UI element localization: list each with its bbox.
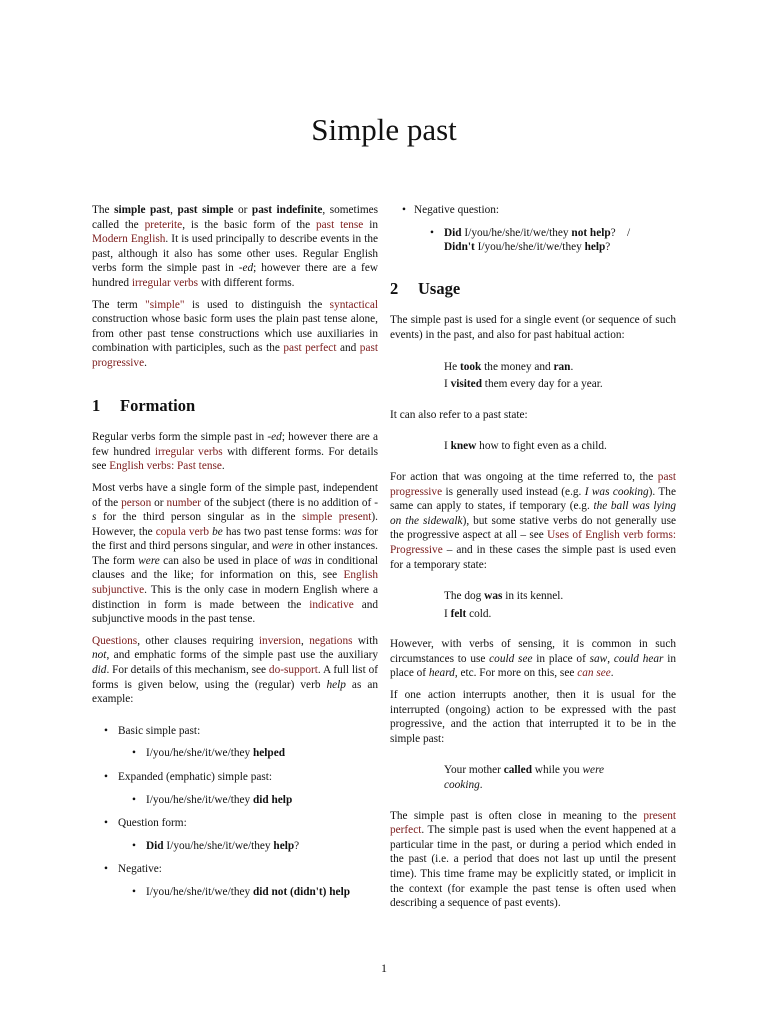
text: cold. <box>466 607 492 620</box>
italic-text: not <box>92 649 107 662</box>
link-past-tense[interactable]: past tense <box>316 218 364 231</box>
text: . It is used principally to describe events in the past, although it also has some other uses. Regular English verbs form the simple past in - <box>92 233 378 275</box>
list-item: • Expanded (emphatic) simple past: <box>92 770 378 785</box>
text: . For details of this mechanism, see <box>106 664 269 677</box>
link-indicative[interactable]: indicative <box>309 598 354 611</box>
italic-text: help <box>326 678 346 691</box>
list-item <box>92 839 378 854</box>
list-item: • Negative: <box>92 862 378 877</box>
section-heading-usage <box>390 278 676 298</box>
text: , <box>170 204 178 216</box>
link-past-progressive[interactable]: past progressive <box>92 342 378 369</box>
pronouns: I/you/he/she/it/we/they <box>474 241 585 254</box>
example-line <box>444 439 676 454</box>
italic-text: was <box>344 525 362 538</box>
text: or <box>151 496 167 509</box>
italic-text: ed <box>242 262 254 275</box>
link-simple[interactable]: "simple" <box>145 298 185 311</box>
text: . <box>570 360 574 373</box>
aux-verb: Didn't <box>444 241 475 254</box>
text: for the first and third persons singular, and <box>92 525 379 553</box>
usage-paragraph-1: The simple past is used for a single event (or sequence of such events) in the past, and also for past habitual action: <box>390 314 676 341</box>
link-questions[interactable]: Questions <box>92 634 138 647</box>
link-can-see[interactable]: can see <box>577 667 611 680</box>
link-past-perfect[interactable]: past perfect <box>283 342 337 355</box>
italic-text: heard <box>428 667 455 680</box>
text: , etc. For more on this, see <box>454 667 578 680</box>
text: Regular verbs form the simple past in - <box>92 431 272 444</box>
italic-text: did <box>92 664 107 677</box>
text: , sometimes called the <box>92 204 379 231</box>
link-person[interactable]: person <box>121 496 152 509</box>
pronouns: I/you/he/she/it/we/they <box>146 885 253 898</box>
link-modern-english[interactable]: Modern English <box>92 233 166 246</box>
italic-text: s <box>92 511 97 524</box>
link-uses-of-english-verb-forms[interactable]: Uses of English verb forms: Progressive <box>390 529 676 556</box>
text: with different forms. For details see <box>92 445 378 473</box>
italic-text: could hear <box>613 652 664 665</box>
verb-form: help <box>584 241 606 254</box>
example-block <box>390 763 676 792</box>
text: the money and <box>481 360 554 373</box>
text: However, with verbs of sensing, it is common in such circumstances to use <box>390 638 676 665</box>
link-irregular-verbs[interactable]: irregular verbs <box>154 445 223 458</box>
text: ). The same can apply to states, if temporary (e.g. <box>390 485 676 513</box>
text: in its kennel. <box>502 590 564 603</box>
link-inversion[interactable]: inversion <box>258 634 301 647</box>
example-block <box>390 589 676 621</box>
text: The <box>92 204 115 216</box>
example-line <box>444 589 676 604</box>
formation-paragraph-1 <box>92 430 378 474</box>
section-title: Usage <box>418 278 461 298</box>
usage-paragraph-5: If one action interrupts another, then it is usual for the interrupted (ongoing) action to be expressed with the past progressive, and the action that interrupted it to be in the simple past: <box>390 689 676 745</box>
list-item: • Question form: <box>92 816 378 831</box>
verb-form: was <box>484 590 503 603</box>
list-item <box>390 226 676 255</box>
pronouns: I/you/he/she/it/we/they <box>146 793 253 806</box>
example-line <box>444 607 676 622</box>
text: . The simple past is used when the event happened at a particular time in the past, or during a period which ended in the past (i.e. a period that does not last up until the present time). This time frame may be explicitly stated, or implicit in the context (for example the past tense is often used when describing a sequence of past events). <box>390 824 676 910</box>
text: ), but some stative verbs do not generally use the progressive aspect at all – see <box>390 514 676 542</box>
text: Most verbs have a single form of the simple past, independent of the <box>92 481 378 509</box>
term-simple-past: simple past <box>114 204 171 216</box>
text: . <box>221 460 225 473</box>
usage-paragraph-2: It can also refer to a past state: <box>390 408 528 421</box>
intro-paragraph <box>92 203 378 291</box>
separator: ? / <box>610 226 631 239</box>
text: or <box>233 204 252 216</box>
example-block <box>390 360 676 392</box>
usage-paragraph-3 <box>390 470 676 572</box>
formation-paragraph-3 <box>92 634 378 707</box>
text: for the third person singular as in the <box>96 511 303 524</box>
right-column <box>390 203 676 918</box>
text: , other clauses requiring <box>137 634 259 647</box>
text: construction whose basic form uses the plain past tense alone, from other past tense constructions which use auxiliaries in combination with participles, such as the <box>92 313 378 355</box>
italic-text: the ball was lying on the sidewalk <box>390 500 676 527</box>
example-line <box>444 360 676 375</box>
verb-form: called <box>503 764 532 777</box>
pronouns: I/you/he/she/it/we/they <box>163 839 274 852</box>
italic-text: be <box>212 525 223 538</box>
pronouns: I/you/he/she/it/we/they <box>146 747 253 760</box>
list-item <box>92 885 378 900</box>
italic-text: was <box>294 554 312 567</box>
usage-paragraph-4 <box>390 637 676 681</box>
list-item: • Basic simple past: <box>92 724 378 739</box>
verb-form: ran <box>553 360 571 373</box>
text: He <box>444 360 460 373</box>
text: in conditional clauses and the like; for information on this, see <box>92 554 378 582</box>
text: The simple past is often close in meaning to the <box>390 809 644 822</box>
text: and <box>336 342 360 355</box>
verb-form: took <box>460 360 482 373</box>
link-english-verbs-past-tense[interactable]: English verbs: Past tense <box>109 460 222 473</box>
text: as an example: <box>92 678 378 706</box>
text: can also be used in place of <box>159 554 295 567</box>
text: ). However, the <box>92 511 378 538</box>
italic-text: were <box>271 540 294 553</box>
text: ? <box>605 241 611 254</box>
term-past-indefinite: past indefinite <box>251 204 323 216</box>
term-past-simple: past simple <box>177 204 234 216</box>
intro-paragraph-2 <box>92 298 378 371</box>
italic-text: were <box>138 554 160 567</box>
text: I <box>444 378 451 391</box>
text: ; however there are a few hundred <box>92 431 378 458</box>
forms-list <box>92 724 378 900</box>
formation-paragraph-2 <box>92 481 378 627</box>
italic-text: ed <box>271 431 282 444</box>
italic-text: could see <box>489 652 533 665</box>
page-number: 1 <box>381 961 387 975</box>
italic-text: I was cooking <box>584 485 649 498</box>
text: The term <box>92 298 146 311</box>
usage-paragraph-6 <box>390 809 676 911</box>
text: and subjunctive moods in the past tense. <box>92 598 378 626</box>
text: . <box>610 667 614 680</box>
link-do-support[interactable]: do-support <box>268 664 318 677</box>
link-preterite[interactable]: preterite <box>144 218 183 231</box>
text: in <box>363 218 379 231</box>
example-block <box>390 439 676 454</box>
list-item <box>92 746 378 761</box>
verb-form: did help <box>252 793 293 806</box>
text: , <box>300 634 310 647</box>
link-number[interactable]: number <box>166 496 202 509</box>
section-heading-formation <box>92 395 378 415</box>
text: with different forms. <box>198 276 295 289</box>
example-line <box>444 377 676 392</box>
section-number: 2 <box>390 278 399 298</box>
text: is used to distinguish the <box>184 298 330 311</box>
link-copula-verb[interactable]: copula verb <box>155 525 209 538</box>
text: , and emphatic forms of the simple past use the auxiliary <box>106 649 378 662</box>
verb-form: helped <box>252 747 285 760</box>
aux-verb: Did <box>146 839 164 852</box>
section-number: 1 <box>92 395 101 415</box>
text: with <box>352 634 378 647</box>
aux-verb: Did <box>444 226 462 239</box>
text: is generally used instead (e.g. <box>442 485 585 498</box>
text: , <box>607 652 614 665</box>
text: . A full list of forms is given below, using the (regular) verb <box>92 664 378 691</box>
text: has two past tense forms: <box>222 525 345 538</box>
link-present-perfect[interactable]: present perfect <box>390 809 676 837</box>
text: For action that was ongoing at the time referred to, the <box>390 470 658 483</box>
link-irregular-verbs[interactable]: irregular verbs <box>131 276 199 289</box>
text: . <box>479 779 483 792</box>
link-syntactical[interactable]: syntactical <box>329 298 378 311</box>
verb-form: did not (didn't) help <box>252 885 350 898</box>
link-english-subjunctive[interactable]: English subjunctive <box>92 569 378 597</box>
text: ; however there are a few hundred <box>92 262 378 289</box>
text: . <box>144 356 147 369</box>
negative-question-list <box>390 203 676 255</box>
text: Your mother <box>444 764 504 777</box>
example-line <box>444 763 616 792</box>
verb-form: knew <box>450 440 477 453</box>
text: how to fight even as a child. <box>476 440 607 453</box>
text: – and in these cases the simple past is used even for a temporary state: <box>390 543 676 571</box>
text: of the subject (there is no addition of - <box>201 496 378 509</box>
italic-text: were cooking <box>444 764 605 792</box>
verb-form: help <box>273 839 295 852</box>
verb-form: visited <box>450 378 482 391</box>
link-simple-present[interactable]: simple present <box>302 511 372 524</box>
text: in other instances. The form <box>92 540 378 567</box>
text: in place of <box>390 652 676 680</box>
verb-form: not help <box>571 226 611 239</box>
section-title: Formation <box>120 395 196 415</box>
text: , is the basic form of the <box>182 218 317 231</box>
verb-form: felt <box>450 607 467 620</box>
page-title: Simple past <box>311 112 457 147</box>
text: ? <box>294 839 300 852</box>
text: I <box>444 607 451 620</box>
text: them every day for a year. <box>481 378 603 391</box>
italic-text: saw <box>589 652 608 665</box>
list-item: • Negative question: <box>390 203 676 218</box>
link-negations[interactable]: negations <box>309 634 353 647</box>
left-column <box>92 203 378 909</box>
text: . This is the only case in modern English where a distinction in form is made between the <box>92 584 378 611</box>
list-item <box>92 793 378 808</box>
text: in place of <box>532 652 590 665</box>
text: I <box>444 440 451 453</box>
text: The dog <box>444 590 485 603</box>
pronouns: I/you/he/she/it/we/they <box>461 226 572 239</box>
link-past-progressive[interactable]: past progressive <box>390 470 676 498</box>
text: while you <box>531 764 583 777</box>
